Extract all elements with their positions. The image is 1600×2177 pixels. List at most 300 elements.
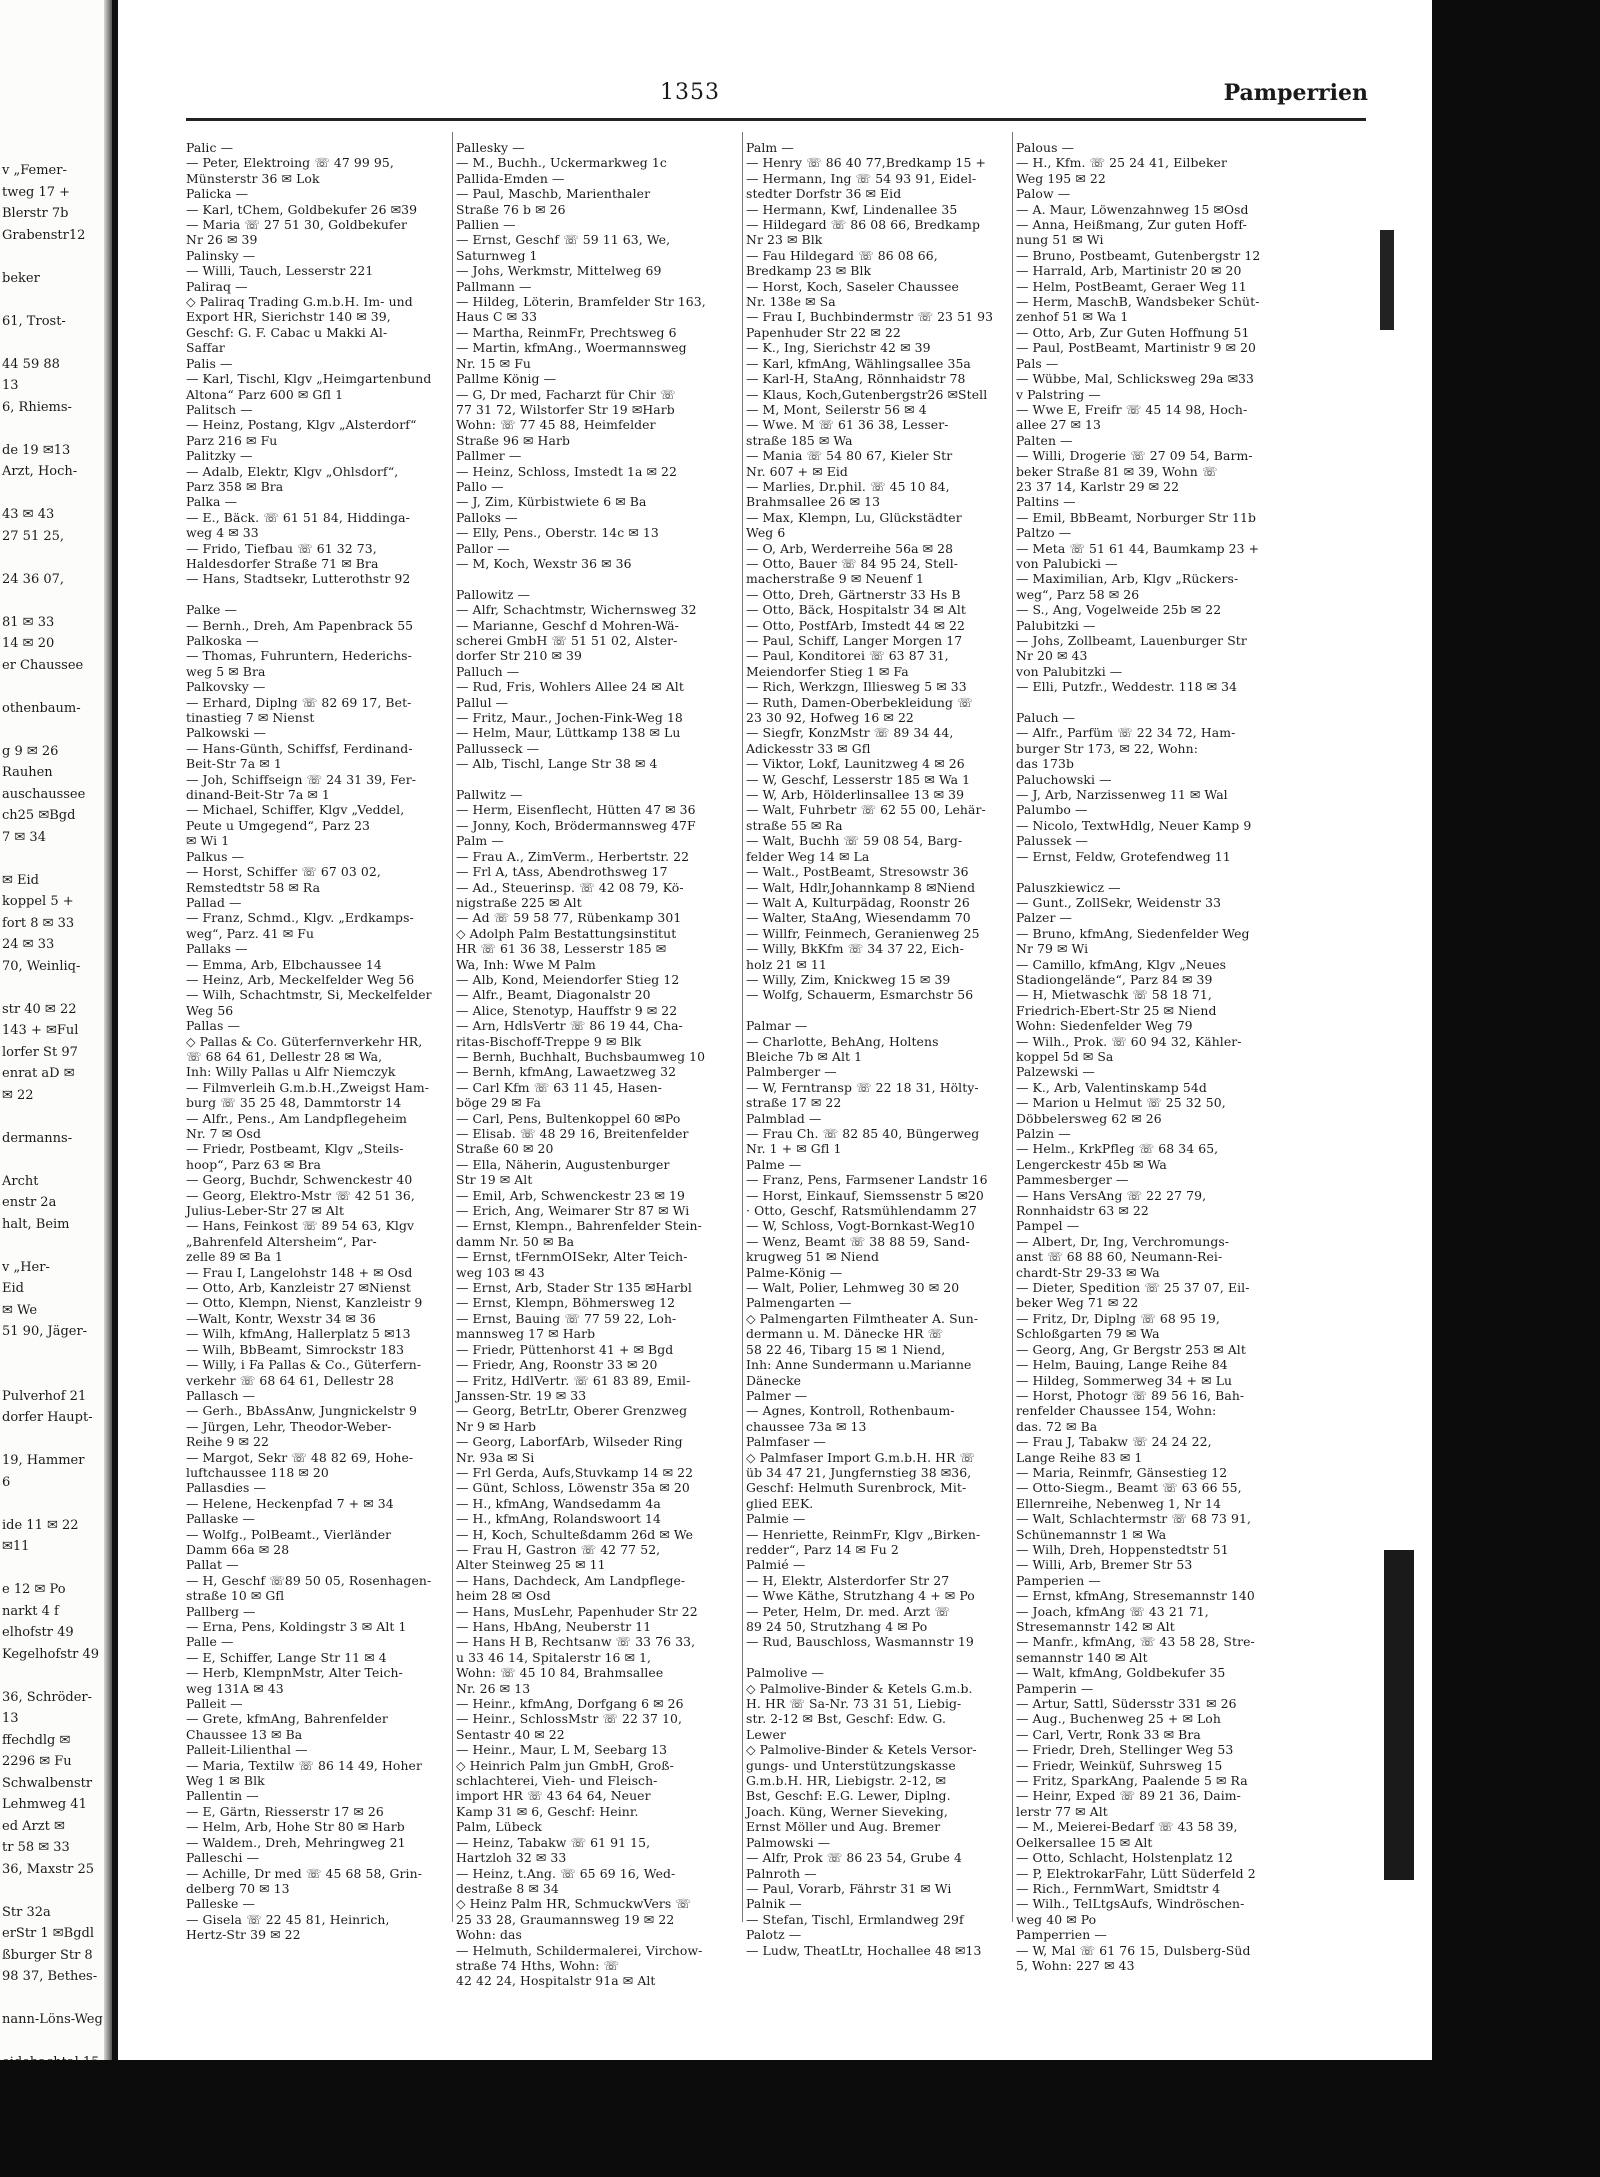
surname-heading: Palkus — xyxy=(186,848,245,864)
directory-entry-line: — Wübbe, Mal, Schlicksweg 29a ✉33 xyxy=(1016,371,1255,387)
directory-entry-line: burger Str 173, ✉ 22, Wohn: xyxy=(1016,740,1198,756)
directory-entry-line: — Walt, Buchh ☏ 59 08 54, Barg- xyxy=(746,833,963,849)
directory-entry-line: gungs- und Unterstützungskasse xyxy=(746,1757,956,1773)
directory-entry-line: — Bernh, Buchhalt, Buchsbaumweg 10 xyxy=(456,1048,706,1064)
surname-heading: Pallmer — xyxy=(456,448,522,464)
directory-entry-line: — H, Geschf ☏89 50 05, Rosenhagen- xyxy=(186,1572,432,1588)
directory-entry-line: — K., Ing, Sierichstr 42 ✉ 39 xyxy=(746,340,931,356)
directory-entry-line xyxy=(1016,695,1274,710)
surname-heading: Pallentin — xyxy=(186,1788,259,1804)
surname-heading: Pallwitz — xyxy=(456,787,523,803)
directory-entry-line xyxy=(746,1650,1008,1665)
directory-entry-line: — Hans VersAng ☏ 22 27 79, xyxy=(1016,1187,1207,1203)
directory-entry-line: — Ernst, Bauing ☏ 77 59 22, Loh- xyxy=(456,1310,677,1326)
directory-entry-line: — Helm, Maur, Lüttkamp 138 ✉ Lu xyxy=(456,725,681,741)
surname-heading: Pallasdies — xyxy=(186,1480,266,1496)
directory-entry-line: Münsterstr 36 ✉ Lok xyxy=(186,170,320,186)
facing-page-line: 19, Hammer xyxy=(2,1453,85,1468)
directory-entry-line: — Jonny, Koch, Brödermannsweg 47F xyxy=(456,817,696,833)
directory-entry-line: — A. Maur, Löwenzahnweg 15 ✉Osd xyxy=(1016,201,1249,217)
directory-entry-line: 23 30 92, Hofweg 16 ✉ 22 xyxy=(746,710,914,726)
directory-entry-line: Nr 79 ✉ Wi xyxy=(1016,941,1089,957)
directory-entry-line: Nr. 15 ✉ Fu xyxy=(456,355,531,371)
facing-page-line xyxy=(2,1106,106,1128)
facing-page-line: ßburger Str 8 xyxy=(2,1947,93,1963)
directory-entry-line: Altona“ Parz 600 ✉ Gfl 1 xyxy=(186,386,344,402)
directory-entry-line: — Karl, tChem, Goldbekufer 26 ✉39 xyxy=(186,201,418,217)
directory-entry-line: Bst, Geschf: E.G. Lewer, Diplng. xyxy=(746,1788,951,1804)
directory-entry-line: — Martin, kfmAng., Woermannsweg xyxy=(456,340,687,356)
facing-page-line: 13 xyxy=(2,378,19,393)
facing-page-line: ✉11 xyxy=(2,1539,30,1554)
directory-entry-line: — Otto, Dreh, Gärtnerstr 33 Hs B xyxy=(746,586,961,602)
surname-heading: Pallat — xyxy=(186,1557,239,1573)
surname-heading: Pallas — xyxy=(186,1018,240,1034)
directory-entry-line: — Karl-H, StaAng, Rönnhaidstr 78 xyxy=(746,371,966,387)
surname-heading: Pallasch — xyxy=(186,1387,256,1403)
facing-page-line xyxy=(2,1235,106,1257)
directory-entry-line: — Gerh., BbAssAnw, Jungnickelstr 9 xyxy=(186,1403,417,1419)
directory-entry-line: das 173b xyxy=(1016,756,1074,772)
directory-entry-line: — Paul, PostBeamt, Martinistr 9 ✉ 20 xyxy=(1016,340,1256,356)
directory-entry-line: holz 21 ✉ 11 xyxy=(746,956,827,972)
directory-entry-line: — Georg, Ang, Gr Bergstr 253 ✉ Alt xyxy=(1016,1341,1246,1357)
directory-entry-line: — W, Mal ☏ 61 76 15, Dulsberg-Süd xyxy=(1016,1942,1251,1958)
directory-entry-line: — Rud, Bauschloss, Wasmannstr 19 xyxy=(746,1634,974,1650)
surname-heading: Paluch — xyxy=(1016,710,1076,726)
facing-page-line xyxy=(2,1493,106,1515)
surname-heading: Pallowitz — xyxy=(456,586,531,602)
directory-entry-line: nung 51 ✉ Wi xyxy=(1016,232,1104,248)
facing-page-line xyxy=(2,1558,106,1580)
directory-entry-line: — Michael, Schiffer, Klgv „Veddel, xyxy=(186,802,405,818)
directory-entry-line: Reihe 9 ✉ 22 xyxy=(186,1434,269,1450)
directory-entry-line: Straße 76 b ✉ 26 xyxy=(456,201,566,217)
directory-entry-line: — Horst, Photogr ☏ 89 56 16, Bah- xyxy=(1016,1387,1245,1403)
directory-entry-line xyxy=(186,587,448,602)
directory-entry-line: — Peter, Helm, Dr. med. Arzt ☏ xyxy=(746,1603,950,1619)
directory-entry-line: — Hans, Stadtsekr, Lutterothstr 92 xyxy=(186,571,411,587)
surname-heading: Palme — xyxy=(746,1156,802,1172)
surname-heading: Palleske — xyxy=(186,1896,255,1912)
directory-entry-line: — Paul, Maschb, Marienthaler xyxy=(456,186,651,202)
directory-entry-line: — Fritz, SparkAng, Paalende 5 ✉ Ra xyxy=(1016,1773,1248,1789)
directory-entry-line: — Hildegard ☏ 86 08 66, Bredkamp xyxy=(746,217,980,233)
directory-entry-line: Lengerckestr 45b ✉ Wa xyxy=(1016,1156,1167,1172)
directory-entry-line: verkehr ☏ 68 64 61, Dellestr 28 xyxy=(186,1372,395,1388)
directory-entry-line: — E, Gärtn, Riesserstr 17 ✉ 26 xyxy=(186,1803,384,1819)
surname-heading: Palkowski — xyxy=(186,725,266,741)
facing-page-line xyxy=(2,418,106,440)
directory-entry-line: — Helmuth, Schildermalerei, Virchow- xyxy=(456,1942,703,1958)
directory-entry-line: — M., Meierei-Bedarf ☏ 43 58 39, xyxy=(1016,1819,1238,1835)
directory-entry-line: allee 27 ✉ 13 xyxy=(1016,417,1102,433)
surname-heading: Palke — xyxy=(186,602,238,618)
directory-entry-line: — Emma, Arb, Elbchaussee 14 xyxy=(186,956,382,972)
facing-page-line: dermanns- xyxy=(2,1130,73,1146)
directory-entry-line: — Erich, Ang, Weimarer Str 87 ✉ Wi xyxy=(456,1203,690,1219)
directory-entry-line: — Ludw, TheatLtr, Hochallee 48 ✉13 xyxy=(746,1942,982,1958)
directory-entry-line: — Frau A., ZimVerm., Herbertstr. 22 xyxy=(456,848,690,864)
directory-entry-line: hoop“, Parz 63 ✉ Bra xyxy=(186,1156,322,1172)
surname-heading: Pallaske — xyxy=(186,1511,256,1527)
facing-page-line: halt, Beim xyxy=(2,1216,70,1232)
directory-entry-line: — Achille, Dr med ☏ 45 68 58, Grin- xyxy=(186,1865,422,1881)
directory-entry-line: — Hildeg, Sommerweg 34 + ✉ Lu xyxy=(1016,1372,1233,1388)
directory-entry-line: — O, Arb, Werderreihe 56a ✉ 28 xyxy=(746,540,954,556)
directory-entry-line: — Horst, Einkauf, Siemssenstr 5 ✉20 xyxy=(746,1187,984,1203)
directory-entry-line: Hertz-Str 39 ✉ 22 xyxy=(186,1927,301,1943)
directory-entry-line: Straße 60 ✉ 20 xyxy=(456,1141,554,1157)
directory-entry-line: — Siegfr, KonzMstr ☏ 89 34 44, xyxy=(746,725,954,741)
scanner-edge-right xyxy=(1432,0,1600,2177)
directory-entry-line: HR ☏ 61 36 38, Lesserstr 185 ✉ xyxy=(456,941,667,957)
directory-entry-line: Döbbelersweg 62 ✉ 26 xyxy=(1016,1110,1162,1126)
directory-entry-line: — Wilh., TelLtgsAufs, Windröschen- xyxy=(1016,1896,1245,1912)
surname-heading: Pallul — xyxy=(456,694,509,710)
directory-entry-line: Saturnweg 1 xyxy=(456,247,538,263)
directory-entry-line: — Georg, Elektro-Mstr ☏ 42 51 36, xyxy=(186,1187,415,1203)
directory-entry-line: — Ruth, Damen-Oberbekleidung ☏ xyxy=(746,694,973,710)
directory-entry-line: 25 33 28, Graumannsweg 19 ✉ 22 xyxy=(456,1911,675,1927)
surname-heading: Palm — xyxy=(456,833,504,849)
directory-entry-line: — Frl Gerda, Aufs,Stuvkamp 14 ✉ 22 xyxy=(456,1464,694,1480)
directory-entry-line: Palm, Lübeck xyxy=(456,1819,542,1835)
directory-entry-line: ✉ Wi 1 xyxy=(186,833,230,849)
directory-entry-line: Geschf: Helmuth Surenbrock, Mit- xyxy=(746,1480,967,1496)
directory-entry-line: — Maria ☏ 27 51 30, Goldbekufer xyxy=(186,217,408,233)
surname-heading: Palussek — xyxy=(1016,833,1088,849)
column-divider xyxy=(742,132,743,1922)
directory-entry-line: — Karl, kfmAng, Wählingsallee 35a xyxy=(746,355,971,371)
directory-entry-line: böge 29 ✉ Fa xyxy=(456,1095,541,1111)
directory-entry-line: 89 24 50, Strutzhang 4 ✉ Po xyxy=(746,1619,928,1634)
facing-page-line xyxy=(2,590,106,612)
directory-entry-line: — Ella, Näherin, Augustenburger xyxy=(456,1156,670,1172)
facing-page-line: Schwalbenstr xyxy=(2,1775,93,1791)
directory-entry-line: — Helm, Bauing, Lange Reihe 84 xyxy=(1016,1357,1228,1373)
directory-entry-line: — Emil, Arb, Schwenckestr 23 ✉ 19 xyxy=(456,1187,686,1203)
directory-entry-line: Inh: Willy Pallas u Alfr Niemczyk xyxy=(186,1064,396,1080)
directory-entry-line: — Wilh, Schachtmstr, Si, Meckelfelder xyxy=(186,987,432,1003)
directory-entry-line: — Henry ☏ 86 40 77,Bredkamp 15 + xyxy=(746,155,986,171)
facing-page-line: dorfer Haupt- xyxy=(2,1410,93,1425)
directory-entry-line: Joach. Küng, Werner Sieveking, xyxy=(746,1803,948,1819)
directory-entry-line: Sentastr 40 ✉ 22 xyxy=(456,1726,565,1742)
surname-heading: Palmfaser — xyxy=(746,1434,826,1450)
directory-entry-line: — Maria, Textilw ☏ 86 14 49, Hoher xyxy=(186,1757,423,1773)
surname-heading: Palmié — xyxy=(746,1557,806,1573)
directory-entry-line: beker Weg 71 ✉ 22 xyxy=(1016,1295,1139,1311)
directory-entry-line: — Wilh, Dreh, Hoppenstedtstr 51 xyxy=(1016,1541,1229,1557)
directory-entry-line: weg 103 ✉ 43 xyxy=(456,1264,545,1280)
directory-entry-line: Ernst Möller und Aug. Bremer xyxy=(746,1819,941,1835)
running-head: Pamperrien xyxy=(1223,80,1368,106)
facing-page-line xyxy=(2,289,106,311)
directory-entry-line: Julius-Leber-Str 27 ✉ Alt xyxy=(186,1203,345,1219)
surname-heading: Paltzo — xyxy=(1016,525,1072,541)
directory-entry-line: — Karl, Tischl, Klgv „Heimgartenbund xyxy=(186,371,432,387)
directory-entry-line: straße 10 ✉ Gfl xyxy=(186,1588,285,1604)
facing-page-fragment xyxy=(0,0,112,2060)
directory-entry-line: — E., Bäck. ☏ 61 51 84, Hiddinga- xyxy=(186,509,410,525)
directory-entry-line: · Otto, Geschf, Ratsmühlendamm 27 xyxy=(746,1203,978,1219)
directory-entry-line: — Mania ☏ 54 80 67, Kieler Str xyxy=(746,448,953,464)
facing-page-line: Arzt, Hoch- xyxy=(2,464,78,479)
directory-entry-line xyxy=(456,571,738,586)
directory-entry-line: — Hans H B, Rechtsanw ☏ 33 76 33, xyxy=(456,1634,696,1650)
directory-entry-line: weg“, Parz 58 ✉ 26 xyxy=(1016,586,1140,602)
directory-entry-line: — Arn, HdlsVertr ☏ 86 19 44, Cha- xyxy=(456,1018,683,1034)
surname-heading: Palotz — xyxy=(746,1927,802,1943)
directory-entry-line: — M., Buchh., Uckermarkweg 1c xyxy=(456,155,667,171)
facing-page-line: ✉ 22 xyxy=(2,1087,34,1103)
directory-entry-line: — Horst, Schiffer ☏ 67 03 02, xyxy=(186,864,381,880)
facing-page-line: Kegelhofstr 49 xyxy=(2,1646,100,1662)
directory-entry-line: üb 34 47 21, Jungfernstieg 38 ✉36, xyxy=(746,1464,972,1480)
directory-entry-line: — Alfr., Beamt, Diagonalstr 20 xyxy=(456,987,651,1003)
directory-entry-line: straße 55 ✉ Ra xyxy=(746,817,843,833)
directory-entry-line: — Willi, Drogerie ☏ 27 09 54, Barm- xyxy=(1016,448,1253,464)
surname-heading: Pallberg — xyxy=(186,1603,256,1619)
surname-heading: Palmberger — xyxy=(746,1064,837,1080)
directory-entry-line: Damm 66a ✉ 28 xyxy=(186,1541,290,1557)
directory-entry-line: — Walt, Fuhrbetr ☏ 62 55 00, Lehär- xyxy=(746,802,986,818)
directory-entry-line: luftchaussee 118 ✉ 20 xyxy=(186,1464,329,1480)
surname-heading: Palzin — xyxy=(1016,1126,1071,1141)
directory-entry-line: felder Weg 14 ✉ La xyxy=(746,848,870,864)
directory-entry-line: — Hans, Dachdeck, Am Landpflege- xyxy=(456,1572,686,1588)
directory-entry-line: — Erna, Pens, Koldingstr 3 ✉ Alt 1 xyxy=(186,1619,407,1634)
surname-heading: Pampel — xyxy=(1016,1218,1080,1234)
directory-entry-line: das. 72 ✉ Ba xyxy=(1016,1418,1098,1434)
directory-entry-line: — Wwe Käthe, Strutzhang 4 + ✉ Po xyxy=(746,1588,975,1604)
surname-heading: Palous — xyxy=(1016,140,1075,155)
directory-entry-line: — Margot, Sekr ☏ 48 82 69, Hohe- xyxy=(186,1449,414,1465)
directory-entry-line: — Elisab. ☏ 48 29 16, Breitenfelder xyxy=(456,1126,689,1141)
directory-entry-line: Nr. 1 + ✉ Gfl 1 xyxy=(746,1141,842,1157)
directory-entry-line: —Walt, Kontr, Wexstr 34 ✉ 36 xyxy=(186,1310,376,1326)
directory-entry-line: — Waldem., Dreh, Mehringweg 21 xyxy=(186,1834,406,1850)
directory-entry-line: — Alb, Tischl, Lange Str 38 ✉ 4 xyxy=(456,756,658,772)
facing-page-line: 36, Maxstr 25 xyxy=(2,1861,94,1877)
directory-entry-line: — Helm, Arb, Hohe Str 80 ✉ Harb xyxy=(186,1819,405,1835)
directory-column-4 xyxy=(1016,140,1274,1973)
directory-entry-line: — Ernst, Feldw, Grotefendweg 11 xyxy=(1016,848,1231,864)
directory-entry-line: scherei GmbH ☏ 51 51 02, Alster- xyxy=(456,633,678,648)
directory-entry-line xyxy=(1016,864,1274,879)
facing-page-line: de 19 ✉13 xyxy=(2,442,71,458)
facing-page-line: 24 ✉ 33 xyxy=(2,937,55,952)
directory-entry-line: — Frau I, Langelohstr 148 + ✉ Osd xyxy=(186,1264,413,1280)
facing-page-line: ide 11 ✉ 22 xyxy=(2,1517,79,1533)
directory-entry-line: anst ☏ 68 88 60, Neumann-Rei- xyxy=(1016,1249,1223,1265)
directory-entry-line: — Joach, kfmAng ☏ 43 21 71, xyxy=(1016,1603,1209,1619)
directory-entry-line: semannstr 140 ✉ Alt xyxy=(1016,1649,1148,1665)
directory-entry-line: weg 40 ✉ Po xyxy=(1016,1911,1097,1927)
directory-entry-line: Janssen-Str. 19 ✉ 33 xyxy=(456,1387,587,1403)
facing-page-line: 44 59 88 xyxy=(2,356,60,372)
directory-entry-line: 42 42 24, Hospitalstr 91a ✉ Alt xyxy=(456,1973,656,1989)
directory-entry-line: — Alfr, Schachtmstr, Wichernsweg 32 xyxy=(456,602,697,618)
directory-entry-line: — Grete, kfmAng, Bahrenfelder xyxy=(186,1711,388,1727)
facing-page-line xyxy=(2,1149,106,1171)
directory-entry-line: — Stefan, Tischl, Ermlandweg 29f xyxy=(746,1911,964,1927)
facing-page-line: lorfer St 97 xyxy=(2,1044,78,1060)
directory-entry-line: — Franz, Schmd., Klgv. „Erdkamps- xyxy=(186,910,414,926)
directory-entry-line: Dänecke xyxy=(746,1372,802,1388)
directory-entry-line: — Walt, kfmAng, Goldbekufer 35 xyxy=(1016,1665,1226,1681)
directory-entry-line: — Ad., Steuerinsp. ☏ 42 08 79, Kö- xyxy=(456,879,684,895)
directory-entry-line: — Heinz, Tabakw ☏ 61 91 15, xyxy=(456,1834,651,1850)
directory-entry-line: — Rich., FernmWart, Smidtstr 4 xyxy=(1016,1880,1221,1896)
directory-entry-line: — Willy, BkKfm ☏ 34 37 22, Eich- xyxy=(746,941,964,957)
surname-heading: Palmowski — xyxy=(746,1834,831,1850)
directory-entry-line: — Heinz, Postang, Klgv „Alsterdorf“ xyxy=(186,417,417,433)
directory-entry-line: — Helene, Heckenpfad 7 + ✉ 34 xyxy=(186,1495,394,1511)
directory-entry-line: — Thomas, Fuhruntern, Hederichs- xyxy=(186,648,412,664)
directory-entry-line: — Wenz, Beamt ☏ 38 88 59, Sand- xyxy=(746,1233,970,1249)
facing-page-line: g 9 ✉ 26 xyxy=(2,743,59,759)
directory-entry-line: — Ernst, Klempn, Böhmersweg 12 xyxy=(456,1295,676,1311)
directory-entry-line: — Heinz, Schloss, Imstedt 1a ✉ 22 xyxy=(456,463,678,479)
directory-column-1 xyxy=(186,140,448,1943)
directory-entry-line: Geschf: G. F. Cabac u Makki Al- xyxy=(186,324,388,340)
surname-heading: Palzer — xyxy=(1016,910,1073,926)
directory-entry-line: Straße 96 ✉ Harb xyxy=(456,432,570,448)
column-divider xyxy=(1012,132,1013,1922)
directory-entry-line: Export HR, Sierichstr 140 ✉ 39, xyxy=(186,309,391,325)
directory-entry-line: — Herm, MaschB, Wandsbeker Schüt- xyxy=(1016,294,1260,310)
surname-heading: Pallmann — xyxy=(456,278,532,294)
directory-entry-line: — Ernst, Arb, Stader Str 135 ✉Harbl xyxy=(456,1280,692,1296)
directory-entry-line: ◇ Palmfaser Import G.m.b.H. HR ☏ xyxy=(746,1449,976,1465)
directory-entry-line: — Frau J, Tabakw ☏ 24 24 22, xyxy=(1016,1434,1212,1450)
directory-entry-line: — Willi, Tauch, Lesserstr 221 xyxy=(186,263,374,279)
facing-page-text xyxy=(2,160,106,2074)
directory-entry-line: — Georg, Buchdr, Schwenckestr 40 xyxy=(186,1172,413,1188)
directory-entry-line: dorfer Str 210 ✉ 39 xyxy=(456,648,582,664)
directory-entry-line: — Frl A, tAss, Abendrothsweg 17 xyxy=(456,864,668,880)
directory-entry-line: weg 131A ✉ 43 xyxy=(186,1680,284,1696)
directory-entry-line: straße 185 ✉ Wa xyxy=(746,432,853,448)
directory-entry-line: — Horst, Koch, Saseler Chaussee xyxy=(746,278,959,294)
directory-entry-line: — Walt, Polier, Lehmweg 30 ✉ 20 xyxy=(746,1280,960,1296)
directory-entry-line: — H., Kfm. ☏ 25 24 41, Eilbeker xyxy=(1016,155,1228,171)
directory-entry-line: dinand-Beit-Str 7a ✉ 1 xyxy=(186,787,330,803)
directory-entry-line: str. 2-12 ✉ Bst, Geschf: Edw. G. xyxy=(746,1711,946,1727)
facing-page-line: Str 32a xyxy=(2,1904,51,1920)
directory-entry-line: — Wwe E, Freifr ☏ 45 14 98, Hoch- xyxy=(1016,401,1248,417)
directory-entry-line: Lange Reihe 83 ✉ 1 xyxy=(1016,1449,1143,1465)
facing-page-line: Grabenstr12 xyxy=(2,227,86,243)
directory-entry-line: Chaussee 13 ✉ Ba xyxy=(186,1726,303,1742)
directory-entry-line: — Albert, Dr, Ing, Verchromungs- xyxy=(1016,1233,1230,1249)
directory-entry-line: — Johs, Werkmstr, Mittelweg 69 xyxy=(456,263,662,279)
directory-entry-line: Schünemannstr 1 ✉ Wa xyxy=(1016,1526,1167,1542)
directory-entry-line: — M, Koch, Wexstr 36 ✉ 36 xyxy=(456,555,632,571)
directory-entry-line: — M, Mont, Seilerstr 56 ✉ 4 xyxy=(746,401,927,417)
directory-entry-line: — Willy, i Fa Pallas & Co., Güterfern- xyxy=(186,1357,422,1373)
header-rule xyxy=(186,118,1366,121)
directory-entry-line: Kamp 31 ✉ 6, Geschf: Heinr. xyxy=(456,1803,639,1819)
directory-entry-line: — Filmverleih G.m.b.H.,Zweigst Ham- xyxy=(186,1079,430,1095)
directory-entry-line: 23 37 14, Karlstr 29 ✉ 22 xyxy=(1016,478,1180,494)
facing-page-line xyxy=(2,1429,106,1451)
surname-heading: Palmengarten — xyxy=(746,1295,852,1311)
directory-entry-line: — Walt, Schlachtermstr ☏ 68 73 91, xyxy=(1016,1511,1252,1527)
surname-heading: Palm — xyxy=(746,140,794,155)
directory-entry-line: — W, Ferntransp ☏ 22 18 31, Hölty- xyxy=(746,1079,979,1095)
directory-entry-line: redder“, Parz 14 ✉ Fu 2 xyxy=(746,1541,899,1557)
directory-entry-line: Adickesstr 33 ✉ Gfl xyxy=(746,740,871,756)
facing-page-line xyxy=(2,547,106,569)
facing-page-line: tr 58 ✉ 33 xyxy=(2,1840,70,1855)
directory-entry-line: — Jürgen, Lehr, Theodor-Weber- xyxy=(186,1418,392,1434)
directory-entry-line: delberg 70 ✉ 13 xyxy=(186,1880,290,1896)
facing-page-line: 98 37, Bethes- xyxy=(2,1969,98,1984)
directory-entry-line: Wa, Inh: Wwe M Palm xyxy=(456,956,596,972)
directory-entry-line: Nr. 26 ✉ 13 xyxy=(456,1680,531,1696)
directory-entry-line: ◇ Heinz Palm HR, SchmuckwVers ☏ xyxy=(456,1896,691,1912)
facing-page-line xyxy=(2,1665,106,1687)
facing-page-line: Rauhen xyxy=(2,765,53,780)
directory-entry-line: Weg 1 ✉ Blk xyxy=(186,1773,265,1789)
facing-page-line xyxy=(2,1988,106,2010)
directory-entry-line: — H., kfmAng, Rolandswoort 14 xyxy=(456,1511,661,1527)
facing-page-line xyxy=(2,719,106,741)
directory-entry-line: — Willy, Zim, Knickweg 15 ✉ 39 xyxy=(746,971,951,987)
facing-page-line: 61, Trost- xyxy=(2,313,66,329)
facing-page-line: othenbaum- xyxy=(2,700,81,716)
facing-page-line: 7 ✉ 34 xyxy=(2,829,46,845)
surname-heading: Palmar — xyxy=(746,1018,808,1034)
facing-page-line xyxy=(2,977,106,999)
page-gutter xyxy=(104,0,112,2060)
directory-entry-line: — H., kfmAng, Wandsedamm 4a xyxy=(456,1495,661,1511)
directory-entry-line: u 33 46 14, Spitalerstr 16 ✉ 1, xyxy=(456,1649,652,1665)
directory-entry-line xyxy=(456,772,738,787)
directory-entry-line: — Günt, Schloss, Löwenstr 35a ✉ 20 xyxy=(456,1480,690,1496)
directory-entry-line: — Friedr, Weinküf, Suhrsweg 15 xyxy=(1016,1757,1223,1773)
directory-entry-line: Remstedtstr 58 ✉ Ra xyxy=(186,879,321,895)
surname-heading: Pallusseck — xyxy=(456,740,540,756)
directory-entry-line: — Otto, PostfArb, Imstedt 44 ✉ 22 xyxy=(746,617,965,633)
directory-entry-line: — Hans, HbAng, Neuberstr 11 xyxy=(456,1619,652,1634)
surname-heading: Palluch — xyxy=(456,663,520,679)
directory-entry-line: — Marianne, Geschf d Mohren-Wä- xyxy=(456,617,679,633)
facing-page-line xyxy=(2,676,106,698)
directory-entry-line: — Bruno, Postbeamt, Gutenbergstr 12 xyxy=(1016,247,1261,263)
directory-entry-line: Wohn: das xyxy=(456,1927,523,1943)
directory-entry-line: Brahmsallee 26 ✉ 13 xyxy=(746,494,881,510)
directory-entry-line: Wohn: ☏ 77 45 88, Heimfelder xyxy=(456,417,656,433)
directory-entry-line: Ronnhaidstr 63 ✉ 22 xyxy=(1016,1203,1149,1219)
directory-entry-line: — Willfr, Feinmech, Geranienweg 25 xyxy=(746,925,980,941)
facing-page-line: fort 8 ✉ 33 xyxy=(2,915,75,931)
directory-entry-line: Bredkamp 23 ✉ Blk xyxy=(746,263,872,279)
directory-entry-line: — Wilh., Prok. ☏ 60 94 32, Kähler- xyxy=(1016,1033,1242,1049)
directory-entry-line: — J, Zim, Kürbistwiete 6 ✉ Ba xyxy=(456,494,647,510)
directory-entry-line: straße 17 ✉ 22 xyxy=(746,1095,842,1111)
facing-page-line xyxy=(2,2031,106,2053)
facing-page-line xyxy=(2,1364,106,1386)
directory-entry-line xyxy=(746,1003,1008,1018)
directory-entry-line: — Heinz, t.Ang. ☏ 65 69 16, Wed- xyxy=(456,1865,676,1881)
directory-entry-line: — Maximilian, Arb, Klgv „Rückers- xyxy=(1016,571,1239,587)
facing-page-line: auschaussee xyxy=(2,786,86,802)
directory-entry-line: import HR ☏ 43 64 64, Neuer xyxy=(456,1788,651,1804)
